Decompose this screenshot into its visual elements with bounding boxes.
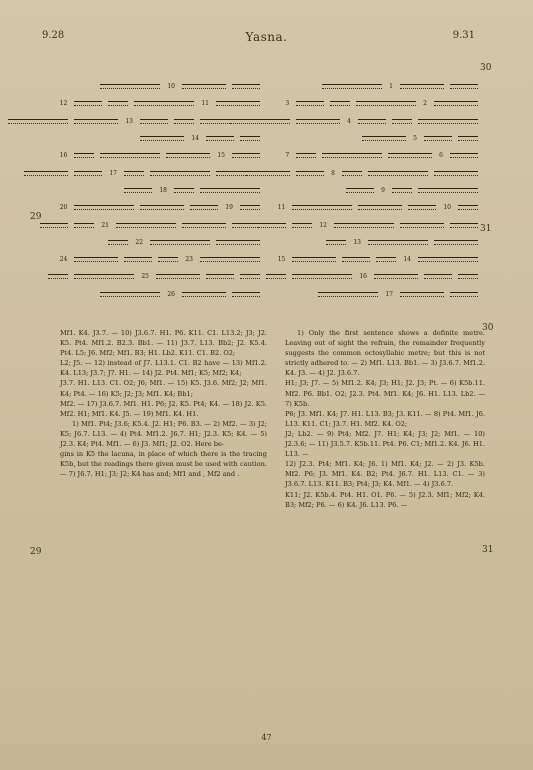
avestan-word xyxy=(100,150,160,161)
avestan-word xyxy=(342,168,362,179)
avestan-word xyxy=(292,254,336,265)
avestan-word xyxy=(330,98,350,109)
avestan-word xyxy=(296,116,340,127)
footnote-paragraph: gins in K5 the lacuna, in place of which there is the tracing K5b, but the readings there given must be used with caution. — 7) J6.7. H1; J3; J2; K4 has and; Mf1 and , Mf2 and . xyxy=(60,450,267,479)
avestan-word xyxy=(358,116,386,127)
footnote-marker: 25 xyxy=(141,273,149,281)
left-margin-number-lower: 29 xyxy=(30,547,42,557)
avestan-word xyxy=(458,202,478,213)
avestan-word xyxy=(134,98,194,109)
avestan-word xyxy=(116,220,176,231)
footnote-paragraph: K11; J2. K5b.4. Pt4. H1. O1. P6. — 5) J2.3. Mf1; Mf2; K4. B3; Mf2; P6. — 6) K4. J6. L13. P6. — xyxy=(285,490,485,509)
footnote-paragraph: H1; J3; J7. — 5) Mf1.2. K4; J3; H1; J2. J3; Pt. — 6) K5b.11. Mf2. P6. Bb1. O2; J2.3. Pt4. Mf1. K4; J6. H1. L13. Lb2. — 7) K5b. xyxy=(285,379,485,408)
avestan-word xyxy=(374,271,418,282)
footnote-marker: 19 xyxy=(225,204,233,212)
footnote-marker: 10 xyxy=(443,204,451,212)
avestan-word xyxy=(74,271,134,282)
footnote-marker: 13 xyxy=(353,238,361,246)
footnote-marker: 15 xyxy=(277,256,286,264)
footnote-marker: 26 xyxy=(167,290,175,298)
footnote-marker: 20 xyxy=(59,204,68,212)
footnote-marker: 21 xyxy=(101,221,109,229)
avestan-word xyxy=(434,237,478,248)
footnote-marker: 8 xyxy=(331,169,335,177)
avestan-word xyxy=(368,237,428,248)
avestan-word xyxy=(368,168,428,179)
avestan-word xyxy=(150,168,210,179)
avestan-word xyxy=(216,237,260,248)
footnote-marker: 16 xyxy=(59,152,68,160)
avestan-word xyxy=(74,116,118,127)
avestan-script-line xyxy=(60,286,260,303)
avestan-word xyxy=(418,185,478,196)
footnote-marker: 15 xyxy=(217,152,225,160)
avestan-word xyxy=(24,168,68,179)
left-margin-number: 29 xyxy=(30,212,42,222)
avestan-word xyxy=(450,81,478,92)
footnote-paragraph: J3.7. H1. L13. C1. O2; J6; Mf1. — 15) K5. J3.6. Mf2; J2; Mf1. K4; Pt4. — 16) K5; J2; J3; Mf1. K4; Bb1; xyxy=(60,379,267,398)
avestan-word xyxy=(322,81,382,92)
avestan-script-line xyxy=(60,251,260,268)
footnote-marker: 24 xyxy=(59,256,68,264)
header-left-ref: 9.28 xyxy=(42,30,65,41)
avestan-word xyxy=(318,289,378,300)
header-right-ref: 9.31 xyxy=(452,30,475,41)
avestan-word xyxy=(150,237,210,248)
avestan-word xyxy=(140,202,184,213)
footnote-marker: 11 xyxy=(277,204,286,212)
footnote-paragraph: 1) Mf1. Pt4; J3.6; K5.4. J2. H1; P6. B3. — 2) Mf2. — 3) J2; K5; J6.7. L13. — 4) Pt4. Mf1.2. J6.7. H1; J2.3. K5; K4. — 5) J2.3. K4; Pt4. Mf1. — 6) J3. Mf1; J2. O2. Here be- xyxy=(60,419,267,449)
avestan-word xyxy=(140,116,168,127)
footnote-marker: 7 xyxy=(285,152,290,160)
avestan-word xyxy=(296,168,324,179)
avestan-script-line xyxy=(280,130,478,147)
footnote-marker: 18 xyxy=(159,186,167,194)
footnote-marker: 14 xyxy=(191,135,199,143)
avestan-word xyxy=(326,237,346,248)
avestan-word xyxy=(246,168,290,179)
avestan-word xyxy=(434,98,478,109)
page-title: Yasna. xyxy=(245,30,288,44)
avestan-word xyxy=(200,185,260,196)
avestan-script-line xyxy=(60,78,260,95)
avestan-word xyxy=(392,185,412,196)
right-margin-number: 30 xyxy=(480,63,492,73)
avestan-word xyxy=(124,185,152,196)
avestan-word xyxy=(190,202,218,213)
avestan-word xyxy=(400,289,444,300)
avestan-script-line xyxy=(277,199,478,216)
avestan-word xyxy=(74,220,94,231)
footnote-marker: 3 xyxy=(285,100,290,108)
avestan-word xyxy=(232,220,260,231)
avestan-word xyxy=(100,81,160,92)
avestan-word xyxy=(418,116,478,127)
avestan-word xyxy=(48,271,68,282)
avestan-word xyxy=(200,254,260,265)
avestan-word xyxy=(266,271,286,282)
avestan-script-line xyxy=(60,199,260,216)
footnote-paragraph: 12) J2.3. Pt4; Mf1. K4; J6. 1) Mf1. K4; J2. — 2) J3. K5b. Mf2. P6; J3. Mf1. K4. B2; Pt4. J6.7. H1. L13. C1. — 3) J3.6.7. L13. K11. B3; Pt4; J3; K4. Mf1. — 4) J3.6.7. xyxy=(285,460,485,489)
avestan-word xyxy=(216,98,260,109)
avestan-word xyxy=(418,254,478,265)
footnote-marker: 17 xyxy=(109,169,117,177)
avestan-word xyxy=(346,185,374,196)
avestan-word xyxy=(182,289,226,300)
avestan-script-line xyxy=(280,147,478,164)
avestan-script-line xyxy=(60,130,260,147)
avestan-script-line xyxy=(60,95,260,112)
avestan-word xyxy=(240,271,260,282)
avestan-script-line xyxy=(280,286,478,303)
avestan-word xyxy=(140,133,184,144)
footnotes-right-column xyxy=(285,328,485,723)
avestan-script-line xyxy=(60,182,260,199)
footnote-marker: 11 xyxy=(201,100,209,108)
avestan-word xyxy=(8,116,68,127)
footnote-paragraph: P6; J3. Mf1. K4; J7. H1. L13. B3; J3. K11. — 8) Pt4. Mf1. J6. L13. K11. C1; J3.7. H1. Mf2. K4. O2; xyxy=(285,409,485,428)
avestan-word xyxy=(230,116,290,127)
footnote-marker: 13 xyxy=(125,117,133,125)
avestan-word xyxy=(458,133,478,144)
avestan-word xyxy=(424,271,452,282)
avestan-word xyxy=(292,220,312,231)
avestan-word xyxy=(74,98,102,109)
page-number: 47 xyxy=(261,733,272,742)
avestan-word xyxy=(376,254,396,265)
avestan-script-line xyxy=(280,78,478,95)
avestan-word xyxy=(358,202,402,213)
avestan-word xyxy=(292,202,352,213)
footnote-paragraph: J2; Lb2. — 9) Pt4; Mf2. J7. H1; K4; J3; J2; Mf1. — 10) J2.3.6; — 11) J3.5.7. K5b.11. Pt4. P6. C1; Mf1.2. K4. J6. H1. L13. — xyxy=(285,429,485,459)
footnote-marker: 1 xyxy=(389,83,393,91)
avestan-word xyxy=(240,202,260,213)
avestan-word xyxy=(74,202,134,213)
footnote-marker: 4 xyxy=(347,117,351,125)
avestan-word xyxy=(40,220,68,231)
footnote-marker: 16 xyxy=(359,273,367,281)
avestan-word xyxy=(232,81,260,92)
avestan-script-line xyxy=(280,164,478,181)
avestan-script-line xyxy=(277,251,478,268)
footnote-marker: 5 xyxy=(413,135,417,143)
footnote-marker: 9 xyxy=(381,186,385,194)
avestan-word xyxy=(400,81,444,92)
avestan-word xyxy=(296,150,316,161)
avestan-word xyxy=(182,81,226,92)
avestan-word xyxy=(108,98,128,109)
footnote-marker: 10 xyxy=(167,83,175,91)
avestan-word xyxy=(232,289,260,300)
avestan-word xyxy=(240,133,260,144)
avestan-word xyxy=(166,150,210,161)
right-margin-number-notes-2: 31 xyxy=(482,545,494,555)
avestan-word xyxy=(258,220,286,231)
avestan-word xyxy=(388,150,432,161)
avestan-script-line xyxy=(280,268,478,285)
avestan-word xyxy=(124,168,144,179)
avestan-word xyxy=(156,271,200,282)
avestan-word xyxy=(74,150,94,161)
avestan-script-line xyxy=(280,216,478,233)
avestan-word xyxy=(450,289,478,300)
avestan-word xyxy=(158,254,178,265)
avestan-word xyxy=(182,220,226,231)
avestan-word xyxy=(206,133,234,144)
avestan-word xyxy=(74,168,102,179)
footnote-marker: 23 xyxy=(185,256,193,264)
avestan-script-line xyxy=(60,164,260,181)
footnote-marker: 12 xyxy=(319,221,327,229)
right-margin-number-2: 31 xyxy=(480,224,492,234)
right-margin-number-notes: 30 xyxy=(482,323,494,333)
avestan-word xyxy=(292,271,352,282)
avestan-script-line xyxy=(60,234,260,251)
avestan-word xyxy=(296,98,324,109)
avestan-script-line xyxy=(280,113,478,130)
footnote-marker: 14 xyxy=(403,256,411,264)
avestan-text-right-column xyxy=(277,78,478,303)
footnote-marker: 17 xyxy=(385,290,393,298)
footnote-marker: 22 xyxy=(135,238,143,246)
footnote-paragraph: L2; J5. — 12) instead of J7. L13.1. C1. B2 have — 13) Mf1.2. K4. L13; J3.7; J7. H1. — 14) J2. Pt4. Mf1; K5; Mf2; K4; xyxy=(60,359,267,378)
avestan-script-line xyxy=(60,147,260,164)
avestan-word xyxy=(458,271,478,282)
avestan-word xyxy=(108,237,128,248)
footnote-marker: 2 xyxy=(423,100,427,108)
footnote-marker: 6 xyxy=(439,152,443,160)
avestan-word xyxy=(174,116,194,127)
avestan-script-line xyxy=(60,268,260,285)
footnote-paragraph: 1) Only the first sentence shows a definite metre. Leaving out of sight the refrain, the remainder frequently suggests the common octosyllabic metre; but this is not strictly adhered to. — 2) Mf1. L13. Bb1. — 3) J3.6.7. Mf1.2. K4. J3. — 4) J2. J3.6.7. xyxy=(285,329,485,378)
avestan-word xyxy=(408,202,436,213)
footnote-marker: 12 xyxy=(59,100,68,108)
avestan-word xyxy=(124,254,152,265)
avestan-word xyxy=(434,168,478,179)
avestan-word xyxy=(342,254,370,265)
avestan-word xyxy=(174,185,194,196)
avestan-script-line xyxy=(60,216,260,233)
avestan-word xyxy=(424,133,452,144)
avestan-word xyxy=(74,254,118,265)
footnotes-left-column xyxy=(60,328,267,723)
avestan-word xyxy=(400,220,444,231)
footnote-paragraph: Mf2. — 17) J3.6.7. Mf1. H1. P6; J2. K5. Pt4; K4. — 18) J2. K5. Mf2. H1; Mf1. K4. J5. — 19) Mf1. K4. H1. xyxy=(60,399,267,418)
avestan-word xyxy=(362,133,406,144)
avestan-script-line xyxy=(280,234,478,251)
avestan-word xyxy=(450,150,478,161)
avestan-word xyxy=(334,220,394,231)
avestan-word xyxy=(392,116,412,127)
avestan-word xyxy=(100,289,160,300)
avestan-word xyxy=(206,271,234,282)
avestan-script-line xyxy=(280,95,478,112)
avestan-script-line xyxy=(280,182,478,199)
avestan-word xyxy=(356,98,416,109)
avestan-word xyxy=(322,150,382,161)
avestan-text-left-column xyxy=(60,78,260,303)
avestan-word xyxy=(232,150,260,161)
footnote-paragraph: Mf1. K4. J3.7. — 10) J3.6.7. H1. P6. K11. C1. L13.2; J3; J2. K5. Pt4. Mf1.2. B2.3. Bb1. — 11) J3.7. L13. Bb2; J2. K5.4. Pt4. L5; J6. Mf2; Mf1. B3; H1. Lb2. K11. C1. B2. O2; xyxy=(60,329,267,358)
avestan-word xyxy=(450,220,478,231)
